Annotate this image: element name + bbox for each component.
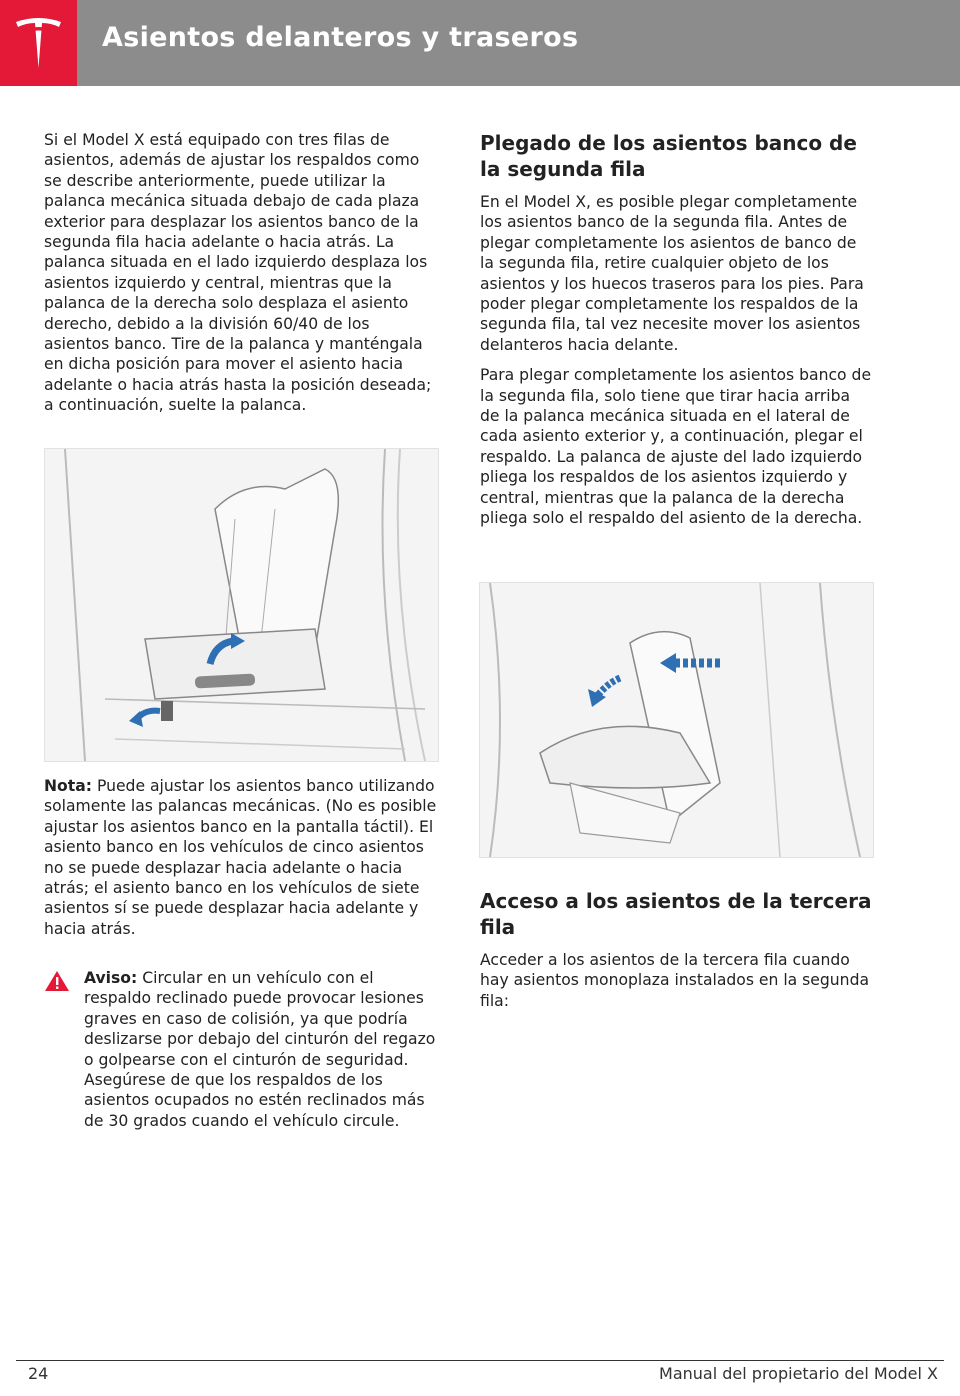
warning-block — [44, 968, 438, 1131]
page-title: Asientos delanteros y traseros — [102, 22, 579, 53]
third-row-section — [480, 888, 874, 1011]
warning-text: Circular en un vehículo con el respaldo reclinado puede provocar lesiones graves en caso de colisión, ya que podría deslizarse por debajo del cinturón del regazo o golpearse con el cinturón de seguridad. Asegúrese de que los respaldos de los asientos ocupados no estén reclinados más de 30 grados cuando el vehículo circule. — [84, 969, 436, 1130]
warning-paragraph — [84, 968, 438, 1131]
page-header — [0, 0, 960, 86]
note-paragraph — [44, 776, 438, 939]
page-number: 24 — [28, 1364, 49, 1383]
seat-slide-drawing — [45, 449, 438, 761]
fold-paragraph-2: Para plegar completamente los asientos banco de la segunda fila, solo tiene que tirar hacia arriba de la palanca mecánica situada en el lateral de cada asiento exterior y, a continuación, plegar el respaldo. La palanca de ajuste del lado izquierdo pliega los respaldos de los asientos izquierdo y central, mientras que la palanca de la derecha pliega solo el respaldo del asiento de la derecha. — [480, 366, 872, 528]
note-label: Nota: — [44, 777, 92, 795]
note-block — [44, 776, 438, 939]
manual-title: Manual del propietario del Model X — [659, 1364, 938, 1383]
right-column — [480, 130, 874, 529]
footer-divider — [16, 1360, 944, 1361]
seat-fold-illustration — [479, 582, 874, 858]
tesla-logo-icon — [13, 16, 64, 70]
seat-slide-illustration — [44, 448, 439, 762]
warning-label: Aviso: — [84, 969, 138, 987]
intro-paragraph: Si el Model X está equipado con tres filas de asientos, además de ajustar los respaldos como se describe anteriormente, puede utilizar la palanca mecánica situada debajo de cada plaza exterior para desplazar los asientos banco de la segunda fila hacia adelante o hacia atrás. La palanca situada en el lado izquierdo desplaza los asientos izquierdo y central, mientras que la palanca de la derecha solo desplaza el asiento derecho, debido a la división 60/40 de los asientos banco. Tire de la palanca y manténgala en dicha posición para mover el asiento hacia adelante o hacia atrás hasta la posición deseada; a continuación, suelte la palanca. — [44, 131, 432, 415]
third-row-paragraph: Acceder a los asientos de la tercera fila cuando hay asientos monoplaza instalados en la segunda fila: — [480, 951, 870, 1010]
warning-icon — [44, 970, 70, 992]
note-text: Puede ajustar los asientos banco utilizando solamente las palancas mecánicas. (No es posible ajustar los asientos banco en la pantalla táctil). El asiento banco en los vehículos de cinco asientos no se puede desplazar hacia adelante o hacia atrás; el asiento banco en los vehículos de siete asientos sí se puede desplazar hacia adelante y hacia atrás. — [44, 777, 437, 938]
left-column — [44, 130, 438, 416]
logo-badge — [0, 0, 77, 86]
heading-third-row-access: Acceso a los asientos de la tercera fila — [480, 889, 872, 939]
fold-paragraph-1: En el Model X, es posible plegar completamente los asientos banco de la segunda fila. Antes de plegar completamente los asientos de banco de la segunda fila, retire cualquier objeto de los asientos y los huecos traseros para los pies. Para poder plegar completamente los respaldos de la segunda fila, tal vez necesite mover los asientos delanteros hacia delante. — [480, 193, 864, 354]
seat-fold-drawing — [480, 583, 873, 857]
heading-fold-second-row: Plegado de los asientos banco de la segunda fila — [480, 131, 857, 181]
